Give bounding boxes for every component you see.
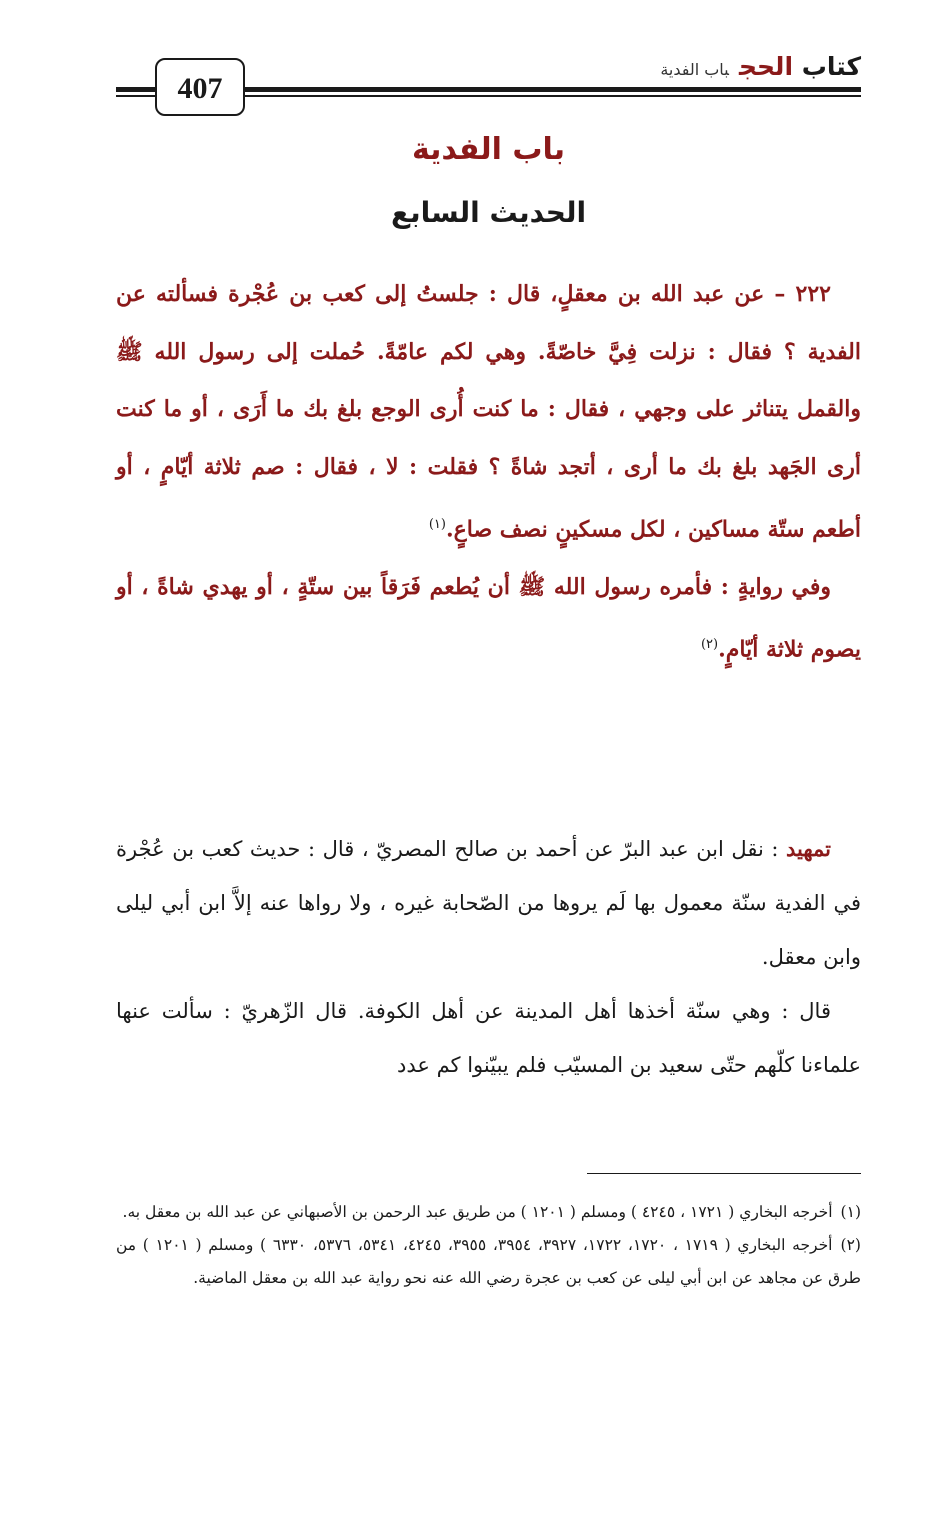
hadith-heading: الحديث السابع: [390, 196, 587, 229]
footnotes: [116, 1196, 861, 1295]
book-title: [739, 52, 861, 81]
footnote-1: [116, 1196, 861, 1229]
footnote-ref-1[interactable]: (١): [428, 517, 446, 532]
commentary-lead-word: تمهيد: [785, 836, 831, 861]
footnote-2: [116, 1229, 861, 1295]
book-title-main: كتاب: [801, 52, 861, 81]
footnote-text: أخرجه البخاري ( ١٧٢١ ، ٤٢٤٥ ) ومسلم ( ١٢٠١ ) من طريق عبد الرحمن بن الأصبهاني عن عبد الله بن معقل به.: [122, 1203, 833, 1221]
commentary-paragraph-2: قال : وهي سنّة أخذها أهل المدينة عن أهل الكوفة. قال الزّهريّ : سألت عنها علماءنا كلّهم حتّى سعيد بن المسيّب فلم يبيّنوا كم عدد: [116, 999, 861, 1077]
hadith-text: [116, 266, 861, 679]
footnote-text: أخرجه البخاري ( ١٧١٩ ، ١٧٢٠، ١٧٢٢، ٣٩٢٧، ٣٩٥٤، ٣٩٥٥، ٤٢٤٥، ٥٣٤١، ٥٣٧٦، ٦٣٣٠ ) ومسلم ( ١٢٠١ ) من طرق عن مجاهد عن ابن أبي ليلى عن كعب بن عجرة رضي الله عنه نحو رواية عبد الله بن معقل الماضية.: [116, 1236, 861, 1287]
footnote-number: (٢): [840, 1236, 861, 1254]
commentary-paragraph-1: : نقل ابن عبد البرّ عن أحمد بن صالح المصريّ ، قال : حديث كعب بن عُجْرة في الفدية سنّة معمول بها لَم يروها من الصّحابة غيره ، ولا رواها عنه إلاَّ ابن أبي ليلى وابن معقل.: [116, 837, 861, 969]
chapter-heading: باب الفدية: [411, 132, 566, 167]
commentary-paragraph: [116, 822, 861, 984]
commentary-text: [116, 822, 861, 1092]
running-chapter-name: باب الفدية: [660, 60, 730, 79]
hadith-paragraph: [116, 559, 861, 679]
running-header: [660, 52, 861, 81]
footnote-number: (١): [840, 1203, 861, 1221]
hadith-paragraph: [116, 266, 861, 559]
hadith-paragraph-1: ٢٢٢ – عن عبد الله بن معقلٍ، قال : جلستُ إلى كعب بن عُجْرة فسألته عن الفدية ؟ فقال : نزلت فِيَّ خاصّةً. وهي لكم عامّةً. حُملت إلى رسول الله ﷺ والقمل يتناثر على وجهي ، فقال : ما كنت أُرى الوجع بلغ بك ما أَرَى ، أو ما كنت أرى الجَهد بلغ بك ما أرى ، أتجد شاةً ؟ فقلت : لا ، فقال : صم ثلاثة أيّامٍ ، أو أطعم ستّة مساكين ، لكل مسكينٍ نصف صاعٍ.: [116, 281, 861, 543]
page-number-box: 407: [155, 58, 245, 116]
book-title-accent: الحج: [739, 52, 794, 81]
footnote-separator: [587, 1173, 861, 1174]
hadith-paragraph-2: وفي روايةٍ : فأمره رسول الله ﷺ أن يُطعم فَرَقاً بين ستّةٍ ، أو يهدي شاةً ، أو يصوم ثلاثة أيّامٍ.: [116, 573, 861, 663]
commentary-paragraph: [116, 984, 861, 1092]
footnote-ref-2[interactable]: (٢): [700, 637, 719, 653]
